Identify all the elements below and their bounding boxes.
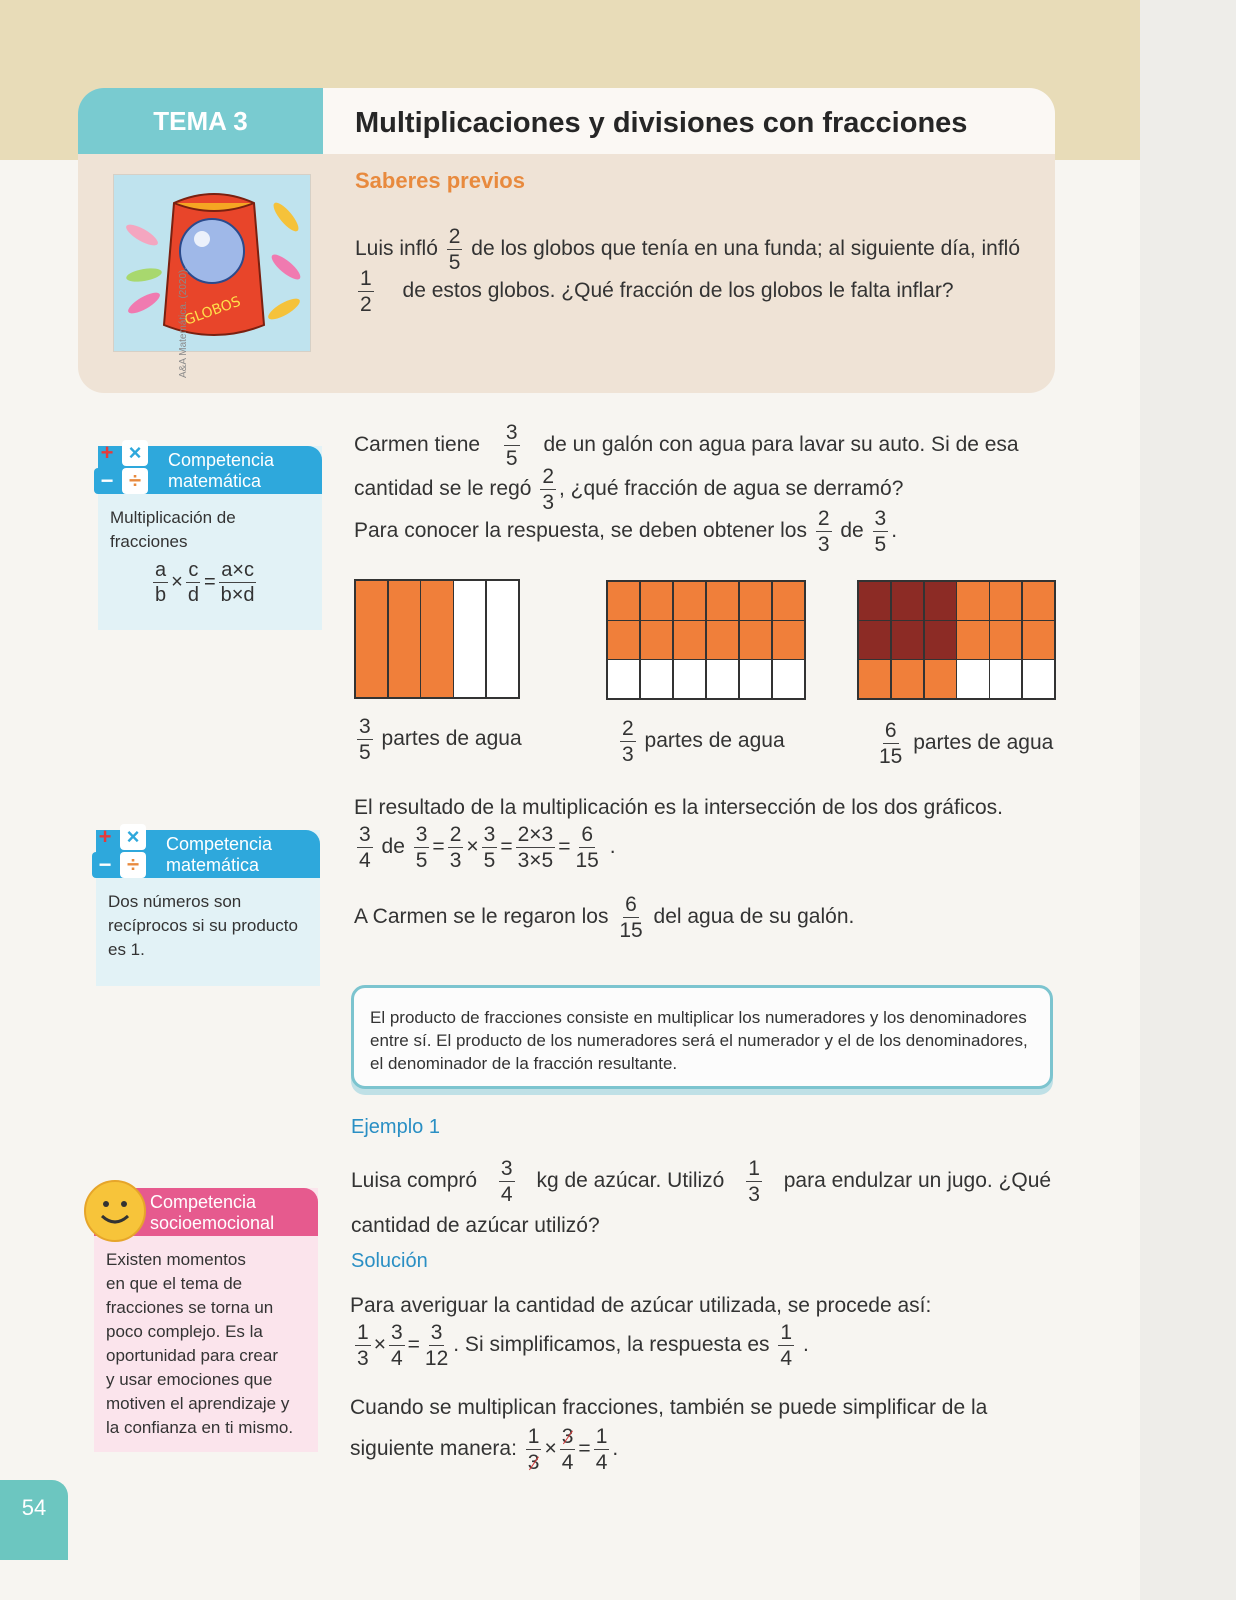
solution-heading: Solución [351, 1250, 428, 1272]
competency-header: + × − ÷ Competencia matemática [96, 830, 320, 878]
multiplication-equation: $\frac{3}{4}$ de $\frac{3}{5}$ = $\frac{2}{3}$ × $\frac{3}{5}$ = $\frac{2\times 3}{3\times 5}$ = $\frac{6}{15}$ . [359, 823, 616, 872]
page-edge [1140, 0, 1236, 1600]
page-title: Multiplicaciones y divisiones con fracciones [355, 107, 968, 139]
competency-text: Multiplicación de fracciones $\frac{a}{b}$ × $\frac{c}{d}$ = $\frac{a\times c}{b\times d}$ [110, 506, 312, 605]
section-heading: Saberes previos [355, 168, 525, 193]
grid-three-fifths [354, 579, 520, 699]
image-credit: A&A Matemática. (2020). [178, 266, 189, 378]
math-operations-icon: + × − ÷ [92, 824, 152, 880]
grid-caption-1: $\frac{3}{5}$ partes de agua [359, 715, 522, 764]
competency-text: Existen momentos en que el tema de fracciones se torna un poco complejo. Es la oportunidad para crear y usar emociones que motiven el aprendizaje y la confianza en ti mismo. [106, 1250, 294, 1437]
title-bar [323, 88, 1055, 154]
problem-line2: cantidad se le regó $\frac{2}{3}$ , ¿qué fracción de agua se derramó? [354, 465, 904, 514]
solution-step3: Cuando se multiplican fracciones, también se puede simplificar de la [350, 1396, 988, 1419]
topic-header [78, 88, 1055, 393]
balloons-illustration [113, 174, 311, 352]
math-operations-icon: + × − ÷ [94, 440, 154, 496]
smiley-icon [84, 1180, 146, 1242]
grid-caption-3: $\frac{6}{15}$ partes de agua [879, 719, 1054, 768]
example-question-line2: cantidad de azúcar utilizó? [351, 1214, 600, 1237]
page-number: 54 [0, 1480, 68, 1560]
grid-two-thirds [606, 580, 806, 700]
competency-box-socioemotional [94, 1188, 318, 1452]
problem-line1: Carmen tiene $\frac{3}{5}$ de un galón con agua para lavar su auto. Si de esa [354, 421, 1019, 470]
topic-number: TEMA 3 [78, 88, 323, 154]
solution-step4: siguiente manera: $\frac{1}{3}$ × $\frac{3}{4}$ = $\frac{1}{4}$ . [350, 1425, 619, 1474]
fraction: $\frac{2}{5}$ [448, 225, 461, 274]
competency-header: Competencia socioemocional [94, 1188, 318, 1236]
result-sentence: El resultado de la multiplicación es la intersección de los dos gráficos. [354, 796, 1004, 819]
competency-text: Dos números son recíprocos si su producto es 1. [108, 892, 298, 959]
example-heading: Ejemplo 1 [351, 1116, 440, 1138]
grid-caption-2: $\frac{2}{3}$ partes de agua [622, 717, 785, 766]
solution-step1: Para averiguar la cantidad de azúcar utilizada, se procede así: [350, 1294, 932, 1317]
multiplication-formula: $\frac{a}{b}$ × $\frac{c}{d}$ = $\frac{a\times c}{b\times d}$ [155, 559, 255, 606]
fraction: $\frac{1}{2}$ [360, 267, 372, 316]
solution-step2: $\frac{1}{3}$ × $\frac{3}{4}$ = $\frac{3}{12}$ . Si simplificamos, la respuesta es $\frac{1}{4}$ . [357, 1321, 809, 1370]
bag-label: GLOBOS [182, 293, 243, 329]
example-question-line1: Luisa compró $\frac{3}{4}$ kg de azúcar. Utilizó $\frac{1}{3}$ para endulzar un jugo. ¿Qué [351, 1157, 1052, 1206]
problem-line3: Para conocer la respuesta, se deben obtener los $\frac{2}{3}$ de $\frac{3}{5}$ . [354, 507, 898, 556]
prior-question-line2: $\frac{1}{2}$ de estos globos. ¿Qué fracción de los globos le falta inflar? [360, 267, 954, 316]
competency-box-math-2 [96, 824, 320, 986]
prior-question-line1: Luis infló $\frac{2}{5}$ de los globos que tenía en una funda; al siguiente día, infló [355, 225, 1021, 274]
definition-note: El producto de fracciones consiste en multiplicar los numeradores y los denominadores entre sí. El producto de los numeradores será el numerador y el de los denominadores, el denominador de la fracción resultante. [351, 985, 1053, 1089]
competency-header: + × − ÷ Competencia matemática [98, 446, 322, 494]
answer-sentence: A Carmen se le regaron los $\frac{6}{15}$ del agua de su galón. [354, 893, 855, 942]
grid-intersection [857, 580, 1056, 700]
competency-box-math-1 [98, 440, 322, 630]
